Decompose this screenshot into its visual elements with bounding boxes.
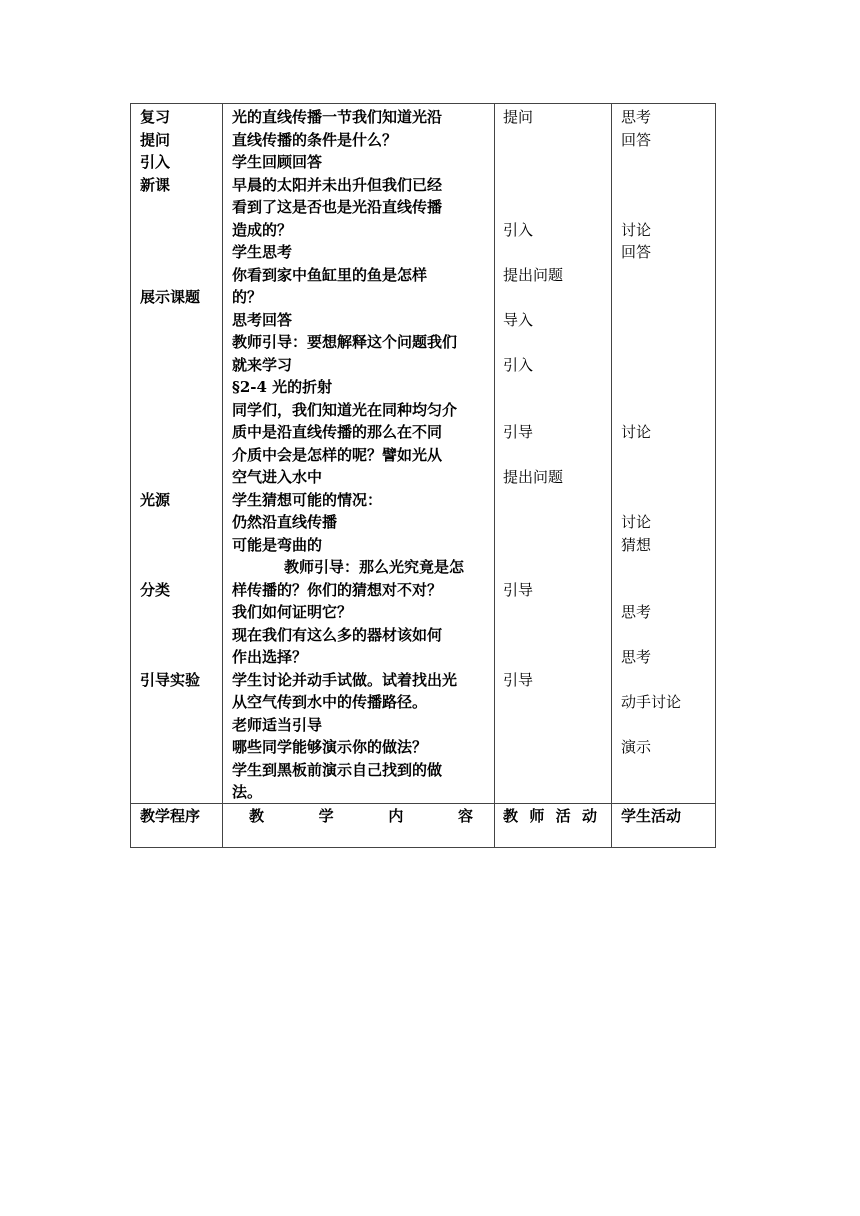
content-line: 学生到黑板前演示自己找到的做 — [232, 760, 443, 779]
content-line: 作出选择？ — [232, 648, 308, 666]
student-activity-line: 回答 — [621, 243, 652, 261]
content-line: 学生讨论并动手试做。试着找出光 — [232, 670, 458, 689]
content-line: 教师引导：要想解释这个问题我们 — [232, 333, 458, 351]
header-content-char: 内 — [388, 807, 404, 825]
header-teacher-char: 动 — [581, 807, 597, 825]
content-line: 学生猜想可能的情况： — [232, 490, 383, 509]
content-line: 教师引导：那么光究竟是怎 — [284, 558, 465, 576]
procedure-line: 光源 — [140, 490, 171, 509]
procedure-line: 新课 — [140, 175, 171, 194]
content-line: 直线传播的条件是什么？ — [232, 130, 398, 149]
header-content-char: 容 — [457, 807, 473, 825]
procedure-line: 引入 — [140, 153, 171, 171]
student-activity-line: 讨论 — [621, 513, 652, 531]
column-divider — [611, 104, 612, 847]
teacher-activity-line: 提出问题 — [503, 265, 564, 284]
header-content — [249, 805, 473, 828]
lesson-table — [130, 103, 716, 848]
content-line: 样传播的？你们的猜想对不对？ — [232, 580, 443, 599]
content-line: 从空气传到水中的传播路径。 — [232, 693, 428, 711]
student-activity-line: 思考 — [621, 648, 652, 666]
content-line: 学生回顾回答 — [232, 153, 323, 171]
header-teacher-char: 师 — [529, 807, 545, 825]
content-line: §2-4 光的折射 — [232, 378, 333, 396]
procedure-line: 展示课题 — [140, 288, 201, 306]
content-line: 光的直线传播一节我们知道光沿 — [232, 108, 443, 126]
student-activity-line: 猜想 — [621, 535, 652, 554]
content-line: 质中是沿直线传播的那么在不同 — [232, 423, 443, 441]
column-divider — [494, 104, 495, 847]
header-teacher-activity — [503, 805, 597, 828]
procedure-line: 提问 — [140, 130, 171, 149]
teacher-activity-line: 提出问题 — [503, 468, 564, 486]
row-divider — [131, 803, 715, 804]
student-activity-line: 动手讨论 — [621, 693, 682, 711]
student-activity-line: 思考 — [621, 108, 652, 126]
content-line: 的？ — [232, 288, 263, 306]
content-line: 你看到家中鱼缸里的鱼是怎样 — [232, 265, 428, 284]
teacher-activity-line: 引入 — [503, 355, 534, 374]
teacher-activity-line: 提问 — [503, 108, 534, 126]
header-teacher-char: 教 — [503, 807, 519, 825]
student-activity-line: 演示 — [621, 738, 652, 756]
header-student-activity: 学生活动 — [621, 807, 682, 825]
content-line: 法。 — [232, 783, 263, 801]
student-activity-line: 讨论 — [621, 423, 652, 441]
procedure-line: 引导实验 — [140, 670, 201, 689]
teacher-activity-line: 引导 — [503, 580, 534, 599]
content-line: 可能是弯曲的 — [232, 535, 323, 554]
procedure-line: 复习 — [140, 108, 171, 126]
teacher-activity-line: 导入 — [503, 310, 534, 329]
content-line: 我们如何证明它？ — [232, 603, 353, 621]
student-activity-line: 思考 — [621, 603, 652, 621]
student-activity-line: 讨论 — [621, 220, 652, 239]
teacher-activity-line: 引导 — [503, 670, 534, 689]
content-line: 就来学习 — [232, 355, 293, 374]
content-line: 思考回答 — [232, 310, 293, 329]
header-content-char: 教 — [249, 807, 265, 825]
content-line: 老师适当引导 — [232, 715, 323, 734]
teacher-activity-line: 引入 — [503, 220, 534, 239]
content-line: 现在我们有这么多的器材该如何 — [232, 625, 443, 644]
content-line: 介质中会是怎样的呢？譬如光从 — [232, 445, 443, 464]
header-teacher-char: 活 — [555, 807, 571, 825]
content-line: 空气进入水中 — [232, 468, 323, 486]
header-content-char: 学 — [318, 807, 334, 825]
content-line: 早晨的太阳并未出升但我们已经 — [232, 175, 443, 194]
student-activity-line: 回答 — [621, 130, 652, 149]
content-line: 哪些同学能够演示你的做法？ — [232, 738, 428, 756]
header-procedure: 教学程序 — [140, 807, 201, 825]
content-line: 同学们，我们知道光在同种均匀介 — [232, 400, 458, 419]
content-line: 看到了这是否也是光沿直线传播 — [232, 198, 443, 216]
content-line: 学生思考 — [232, 243, 293, 261]
teacher-activity-line: 引导 — [503, 423, 534, 441]
content-line: 造成的？ — [232, 220, 293, 239]
content-line: 仍然沿直线传播 — [232, 513, 338, 531]
procedure-line: 分类 — [140, 580, 171, 599]
column-divider — [222, 104, 223, 847]
